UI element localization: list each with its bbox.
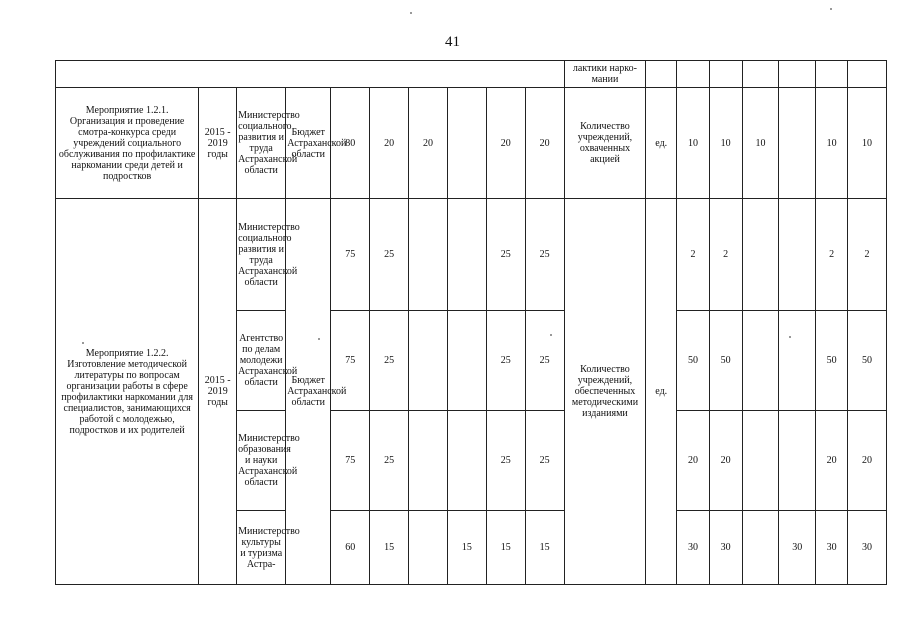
funding-2019: 25 bbox=[525, 311, 564, 411]
executor-cell: Министерство социального развития и труда Астраханской области bbox=[237, 88, 286, 199]
cell bbox=[779, 61, 816, 88]
funding-2016 bbox=[409, 411, 448, 511]
scan-speck bbox=[789, 336, 791, 338]
continuation-blank bbox=[56, 61, 565, 88]
funding-2017 bbox=[447, 199, 486, 311]
scan-speck bbox=[410, 12, 412, 14]
source-cell: Бюджет Астраханской области bbox=[286, 88, 331, 199]
funding-total: 60 bbox=[331, 511, 370, 585]
scan-speck bbox=[830, 8, 832, 10]
value-2019: 2 bbox=[847, 199, 886, 311]
funding-2017: 15 bbox=[447, 511, 486, 585]
cell bbox=[742, 61, 779, 88]
value-2017 bbox=[779, 88, 816, 199]
value-2019: 20 bbox=[847, 411, 886, 511]
value-base: 20 bbox=[677, 411, 710, 511]
value-2019: 10 bbox=[847, 88, 886, 199]
funding-2015: 25 bbox=[370, 199, 409, 311]
funding-total: 75 bbox=[331, 199, 370, 311]
value-2017 bbox=[779, 199, 816, 311]
funding-2018: 25 bbox=[486, 411, 525, 511]
value-2017 bbox=[779, 311, 816, 411]
value-2016 bbox=[742, 511, 779, 585]
funding-2015: 25 bbox=[370, 311, 409, 411]
value-2019: 30 bbox=[847, 511, 886, 585]
unit-cell: ед. bbox=[646, 88, 677, 199]
unit-cell: ед. bbox=[646, 199, 677, 585]
value-2018: 20 bbox=[816, 411, 848, 511]
funding-2015: 20 bbox=[370, 88, 409, 199]
page-number: 41 bbox=[445, 34, 460, 50]
funding-2017 bbox=[447, 411, 486, 511]
funding-total: 80 bbox=[331, 88, 370, 199]
value-base: 50 bbox=[677, 311, 710, 411]
scan-speck bbox=[550, 334, 552, 336]
funding-2016 bbox=[409, 511, 448, 585]
cell bbox=[816, 61, 848, 88]
funding-2017 bbox=[447, 311, 486, 411]
value-2017 bbox=[779, 411, 816, 511]
funding-2016 bbox=[409, 199, 448, 311]
funding-2018: 15 bbox=[486, 511, 525, 585]
cell bbox=[677, 61, 710, 88]
value-2015: 50 bbox=[709, 311, 742, 411]
measure-cell: Мероприятие 1.2.1. Организация и проведение смотра-конкурса среди учреждений социального обслуживания по профилактике наркомании среди детей и подростков bbox=[56, 88, 199, 199]
table-row bbox=[56, 199, 887, 311]
value-2016 bbox=[742, 411, 779, 511]
program-measures-table bbox=[55, 60, 887, 585]
value-2016: 10 bbox=[742, 88, 779, 199]
value-2016 bbox=[742, 311, 779, 411]
value-2018: 10 bbox=[816, 88, 848, 199]
funding-2018: 25 bbox=[486, 199, 525, 311]
value-2015: 10 bbox=[709, 88, 742, 199]
funding-2016 bbox=[409, 311, 448, 411]
period-cell: 2015 - 2019 годы bbox=[199, 199, 237, 585]
scan-speck bbox=[318, 338, 320, 340]
funding-2019: 20 bbox=[525, 88, 564, 199]
executor-cell: Министерство образования и науки Астраханской области bbox=[237, 411, 286, 511]
funding-2015: 15 bbox=[370, 511, 409, 585]
funding-2018: 20 bbox=[486, 88, 525, 199]
value-2015: 30 bbox=[709, 511, 742, 585]
cell bbox=[709, 61, 742, 88]
executor-cell: Министерство социального развития и труда Астраханской области bbox=[237, 199, 286, 311]
funding-2019: 25 bbox=[525, 411, 564, 511]
funding-2018: 25 bbox=[486, 311, 525, 411]
value-2019: 50 bbox=[847, 311, 886, 411]
indicator-cell: Количество учреждений, охваченных акцией bbox=[564, 88, 646, 199]
scan-speck bbox=[82, 342, 84, 344]
cell bbox=[847, 61, 886, 88]
executor-cell: Агентство по делам молодежи Астраханской области bbox=[237, 311, 286, 411]
funding-2016: 20 bbox=[409, 88, 448, 199]
funding-2017 bbox=[447, 88, 486, 199]
funding-total: 75 bbox=[331, 311, 370, 411]
value-base: 2 bbox=[677, 199, 710, 311]
value-2017: 30 bbox=[779, 511, 816, 585]
value-2018: 50 bbox=[816, 311, 848, 411]
value-2015: 20 bbox=[709, 411, 742, 511]
indicator-continued: лактики нарко-мании bbox=[564, 61, 646, 88]
table-row bbox=[56, 88, 887, 199]
funding-2019: 15 bbox=[525, 511, 564, 585]
value-2016 bbox=[742, 199, 779, 311]
source-cell: Бюджет Астраханской области bbox=[286, 199, 331, 585]
indicator-cell: Количество учреждений, обеспеченных методическими изданиями bbox=[564, 199, 646, 585]
value-base: 10 bbox=[677, 88, 710, 199]
value-2015: 2 bbox=[709, 199, 742, 311]
executor-cell: Министерство культуры и туризма Астра- bbox=[237, 511, 286, 585]
period-cell: 2015 - 2019 годы bbox=[199, 88, 237, 199]
funding-2019: 25 bbox=[525, 199, 564, 311]
funding-2015: 25 bbox=[370, 411, 409, 511]
cell bbox=[646, 61, 677, 88]
value-2018: 30 bbox=[816, 511, 848, 585]
measure-cell: Мероприятие 1.2.2. Изготовление методической литературы по вопросам организации работы в сфере профилактики наркомании для специалистов, занимающихся работой с молодежью, подростков и их родителей bbox=[56, 199, 199, 585]
funding-total: 75 bbox=[331, 411, 370, 511]
value-2018: 2 bbox=[816, 199, 848, 311]
continuation-row bbox=[56, 61, 887, 88]
value-base: 30 bbox=[677, 511, 710, 585]
